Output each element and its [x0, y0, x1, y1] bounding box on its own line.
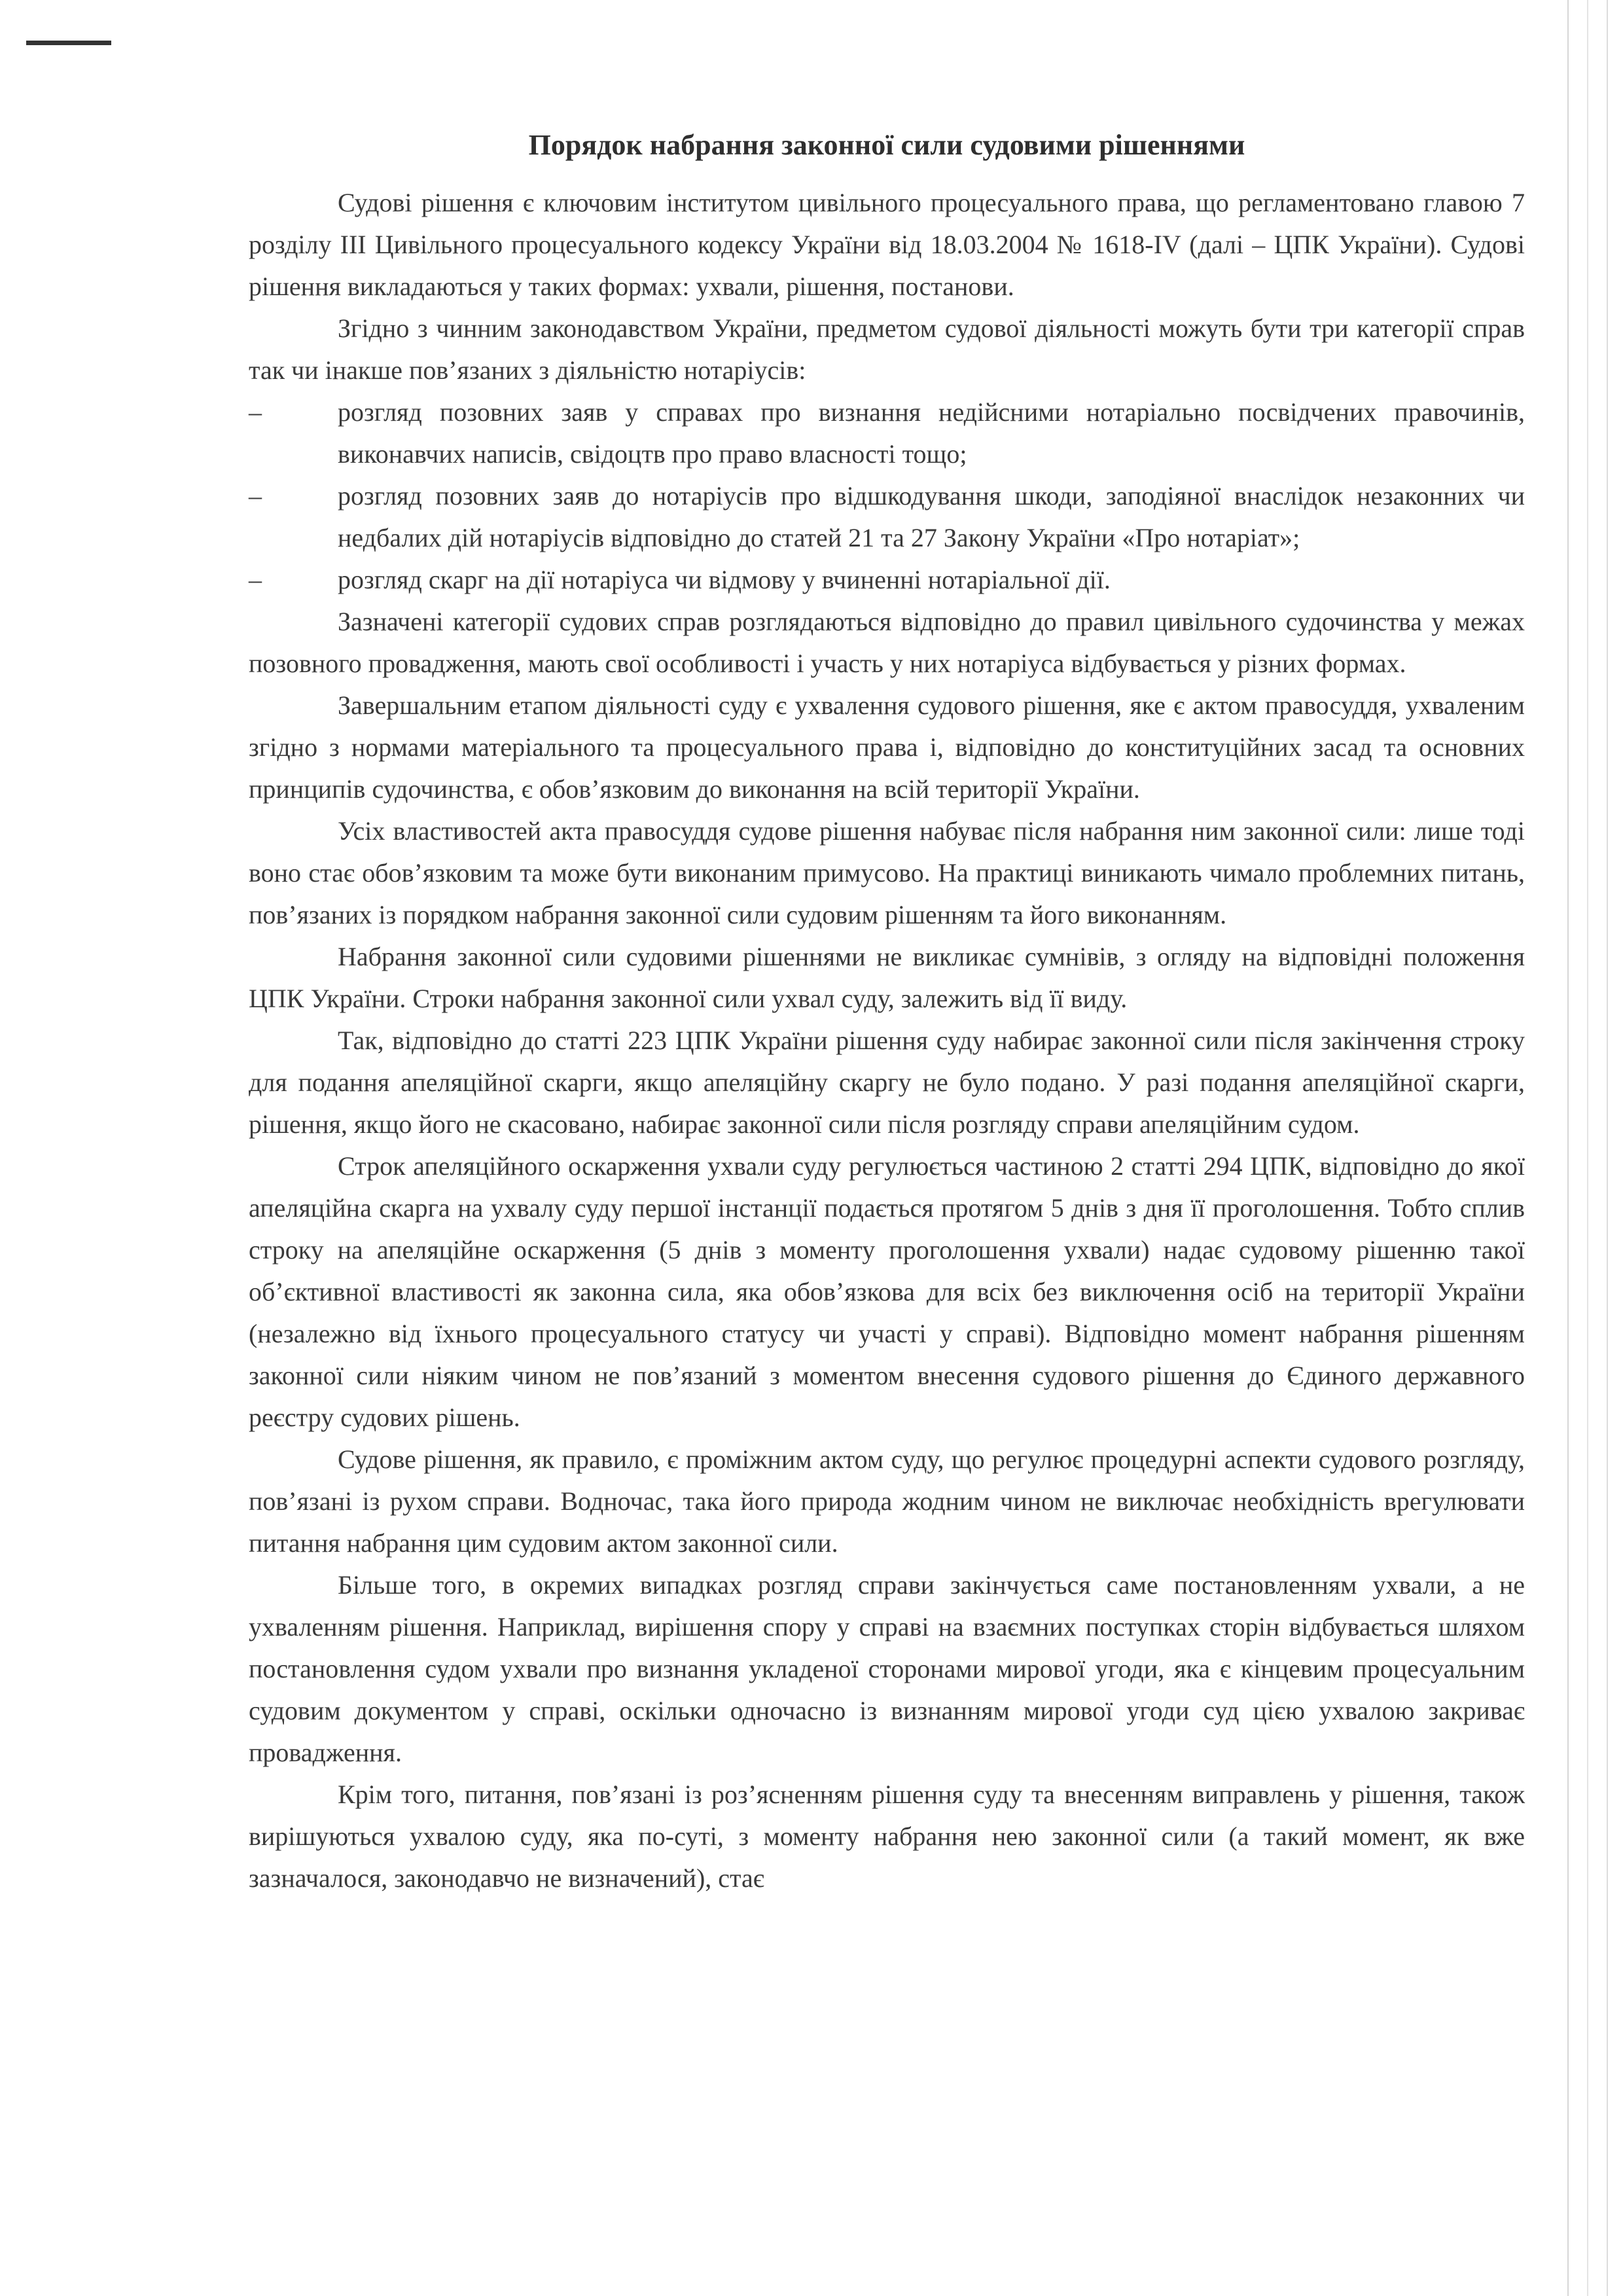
scan-corner-mark [26, 41, 111, 45]
paragraph: Усіх властивостей акта правосуддя судове рішення набуває після набрання ним законної сили: лише тоді воно стає обов’язковим та може бути виконаним примусово. На практиці виникають чимало проблемних питань, пов’язаних із порядком набрання законної сили судовим рішенням та його виконанням. [249, 816, 1525, 929]
document-title: Порядок набрання законної сили судовими рішеннями [528, 129, 1245, 161]
bullet-marker: – [249, 565, 262, 594]
scan-edge-line [1607, 0, 1608, 2296]
paragraph: Завершальним етапом діяльності суду є ухвалення судового рішення, яке є актом правосуддя, ухваленим згідно з нормами матеріального та процесуального права і, відповідно до конституційних засад та основних принципів судочинства, є обов’язковим до виконання на всій території України. [249, 691, 1525, 804]
paragraph: Більше того, в окремих випадках розгляд справи закінчується саме постановленням ухвали, а не ухваленням рішення. Наприклад, вирішення спору у справі на взаємних поступках сторін відбувається шляхом постановлення судом ухвали про визнання укладеної сторонами мирової угоди, яка є кінцевим процесуальним судовим документом у справі, оскільки одночасно із визнанням мирової угоди суд цією ухвалою закриває провадження. [249, 1570, 1525, 1767]
scan-edge-line [1567, 0, 1569, 2296]
bullet-marker: – [249, 397, 262, 427]
list-item-text: розгляд позовних заяв до нотаріусів про відшкодування шкоди, заподіяної внаслідок незаконних чи недбалих дій нотаріусів відповідно до статей 21 та 27 Закону України «Про нотаріат»; [338, 481, 1525, 552]
paragraph: Крім того, питання, пов’язані із роз’ясненням рішення суду та внесенням виправлень у рішення, також вирішуються ухвалою суду, яка по-суті, з моменту набрання нею законної сили (а такий момент, як вже зазначалося, законодавчо не визначений), стає [249, 1780, 1525, 1893]
list-item [249, 559, 1525, 601]
paragraph: Згідно з чинним законодавством України, предметом судової діяльності можуть бути три категорії справ так чи інакше пов’язаних з діяльністю нотаріусів: [249, 314, 1525, 385]
scan-edge-line [1587, 0, 1588, 2296]
bullet-marker: – [249, 481, 262, 511]
paragraph: Зазначені категорії судових справ розглядаються відповідно до правил цивільного судочинства у межах позовного провадження, мають свої особливості і участь у них нотаріуса відбувається у різних формах. [249, 607, 1525, 678]
list-item-text: розгляд скарг на дії нотаріуса чи відмову у вчиненні нотаріальної дії. [338, 565, 1111, 594]
list-item [249, 475, 1525, 559]
paragraph: Судові рішення є ключовим інститутом цивільного процесуального права, що регламентовано главою 7 розділу ІІІ Цивільного процесуального кодексу України від 18.03.2004 № 1618-IV (далі – ЦПК України). Судові рішення викладаються у таких формах: ухвали, рішення, постанови. [249, 188, 1525, 301]
paragraph: Судове рішення, як правило, є проміжним актом суду, що регулює процедурні аспекти судового розгляду, пов’язані із рухом справи. Водночас, така його природа жодним чином не виключає необхідність врегулювати питання набрання цим судовим актом законної сили. [249, 1444, 1525, 1558]
paragraph: Строк апеляційного оскарження ухвали суду регулюється частиною 2 статті 294 ЦПК, відповідно до якої апеляційна скарга на ухвалу суду першої інстанції подається протягом 5 днів з дня її проголошення. Тобто сплив строку на апеляційне оскарження (5 днів з моменту проголошення ухвали) надає судовому рішенню такої об’єктивної властивості як законна сила, яка обов’язкова для всіх без виключення осіб на території України (незалежно від їхнього процесуального статусу чи участі у справі). Відповідно момент набрання рішенням законної сили ніяким чином не пов’язаний з моментом внесення судового рішення до Єдиного державного реєстру судових рішень. [249, 1151, 1525, 1432]
list-item [249, 391, 1525, 475]
list-item-text: розгляд позовних заяв у справах про визнання недійсними нотаріально посвідчених правочинів, виконавчих написів, свідоцтв про право власності тощо; [338, 397, 1525, 469]
document-body [249, 124, 1525, 1899]
paragraph: Так, відповідно до статті 223 ЦПК України рішення суду набирає законної сили після закінчення строку для подання апеляційної скарги, якщо апеляційну скаргу не було подано. У разі подання апеляційної скарги, рішення, якщо його не скасовано, набирає законної сили після розгляду справи апеляційним судом. [249, 1026, 1525, 1139]
paragraph: Набрання законної сили судовими рішеннями не викликає сумнівів, з огляду на відповідні положення ЦПК України. Строки набрання законної сили ухвал суду, залежить від її виду. [249, 942, 1525, 1013]
